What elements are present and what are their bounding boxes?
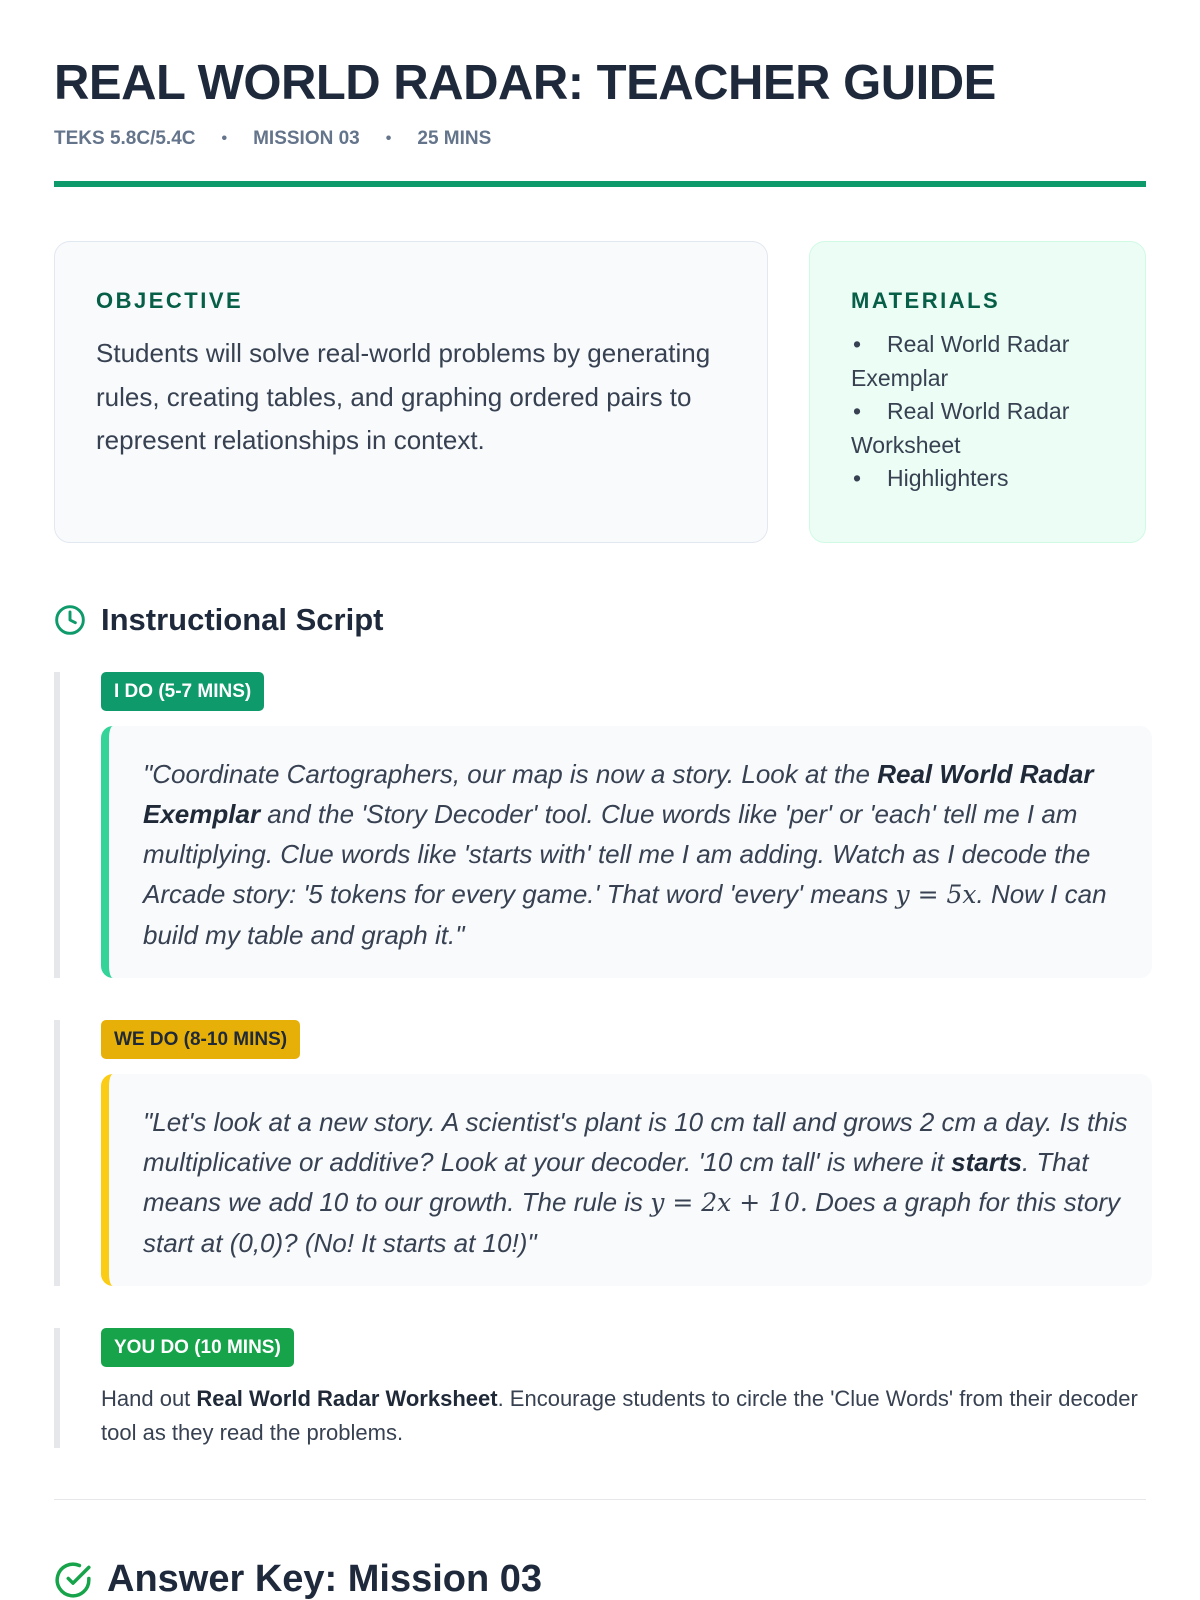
you-do-instructions: [101, 1382, 1152, 1449]
meta-duration: 25 MINS: [417, 128, 492, 149]
materials-list: [851, 328, 1131, 496]
materials-item: • Real World Radar Worksheet: [851, 395, 1131, 462]
materials-label: MATERIALS: [851, 288, 1001, 313]
page-title: REAL WORLD RADAR: TEACHER GUIDE: [54, 56, 996, 110]
we-do-script-quote: [101, 1074, 1152, 1286]
answer-key-heading: [54, 1558, 542, 1600]
section-divider: [54, 1499, 1146, 1500]
meta-mission: MISSION 03: [253, 128, 360, 149]
materials-item: • Real World Radar Exemplar: [851, 328, 1131, 395]
instruction-text: Hand out: [101, 1386, 197, 1411]
quote-text: Does a graph for this story start at (0,0)? (No! It starts at 10!)": [143, 1187, 1120, 1258]
quote-text: . Now I can build my table and graph it.": [143, 879, 1107, 950]
instructional-script-heading: [54, 602, 383, 638]
quote-text: "Coordinate Cartographers, our map is now a story. Look at the: [143, 759, 878, 789]
quote-emphasis: starts: [951, 1147, 1022, 1177]
quote-text: "Let's look at a new story. A scientist's plant is 10 cm tall and grows 2 cm a day. Is this multiplicative or additive? Look at your decoder. '10 cm tall' is where it: [143, 1107, 1128, 1177]
header-divider: [54, 181, 1146, 187]
meta-teks: TEKS 5.8C/5.4C: [54, 128, 196, 149]
meta-separator: •: [221, 130, 228, 147]
i-do-script-quote: [101, 726, 1152, 978]
materials-item: • Highlighters: [851, 462, 1131, 496]
objective-text: Students will solve real-world problems by generating rules, creating tables, and graphing ordered pairs to represent relationships in context.: [96, 338, 711, 455]
clock-icon: [54, 604, 86, 636]
objective-card: [54, 241, 768, 543]
quote-text: and the 'Story Decoder' tool. Clue words like 'per' or 'each' tell me I am multiplying. Clue words like 'starts with' tell me I am adding. Watch as I decode the Arcade story: '5 tokens for every game.' That word 'every' means: [143, 799, 1091, 909]
quote-text: . That means we add 10 to our growth. The rule is: [143, 1147, 1089, 1217]
check-circle-icon: [54, 1561, 92, 1599]
math-rule: y = 2x + 10.: [650, 1188, 808, 1217]
section-title: Instructional Script: [101, 602, 384, 637]
materials-card: [809, 241, 1146, 543]
instruction-text: . Encourage students to circle the 'Clue Words' from their decoder tool as they read the problems.: [101, 1386, 1138, 1445]
section-title: Answer Key: Mission 03: [107, 1558, 543, 1600]
math-rule: y = 5x: [895, 880, 977, 909]
objective-label: OBJECTIVE: [96, 288, 244, 313]
meta-separator: •: [385, 130, 392, 147]
i-do-step: [54, 672, 1146, 978]
quote-emphasis: Real World Radar Exemplar: [143, 759, 1094, 829]
instruction-emphasis: Real World Radar Worksheet: [196, 1386, 498, 1411]
we-do-badge: WE DO (8-10 MINS): [101, 1020, 300, 1059]
you-do-step: [54, 1328, 1146, 1448]
we-do-step: [54, 1020, 1146, 1286]
i-do-badge: I DO (5-7 MINS): [101, 672, 264, 711]
you-do-badge: YOU DO (10 MINS): [101, 1328, 294, 1367]
meta-line: [54, 128, 491, 150]
